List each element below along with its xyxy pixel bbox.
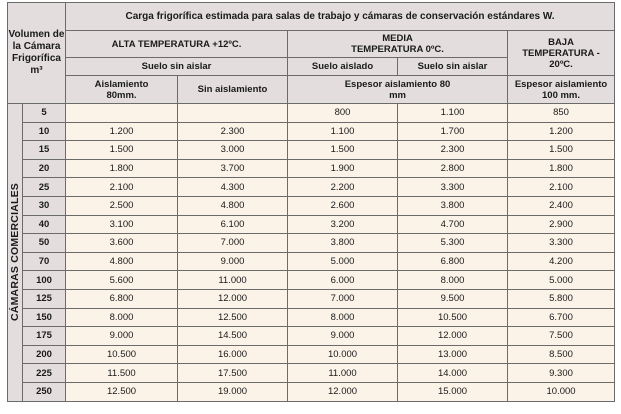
media-suelo-sin-aislar-cell: 5.300 (398, 234, 508, 253)
alta-sin-aislamiento-cell: 9.000 (178, 252, 288, 271)
sin-aislamiento-header: Sin aislamiento (178, 76, 288, 104)
volume-cell: 150 (23, 308, 66, 327)
media-temperatura-header: MEDIA TEMPERATURA 0ºC. (288, 31, 508, 58)
alta-aislamiento-cell: 1.800 (66, 159, 178, 178)
media-suelo-sin-aislar-cell: 12.000 (398, 327, 508, 346)
media-suelo-sin-aislar-cell: 3.300 (398, 178, 508, 197)
baja-100mm-cell: 9.300 (508, 364, 615, 383)
baja-100mm-cell: 850 (508, 104, 615, 123)
aislamiento-80mm-header: Aislamiento 80mm. (66, 76, 178, 104)
baja-100mm-cell: 2.100 (508, 178, 615, 197)
volume-cell: 50 (23, 234, 66, 253)
media-suelo-aislado-cell: 6.000 (288, 271, 398, 290)
volume-cell: 225 (23, 364, 66, 383)
media-suelo-aislado-cell: 11.000 (288, 364, 398, 383)
media-suelo-aislado-cell: 1.100 (288, 122, 398, 141)
media-suelo-sin-aislar-cell: 2.800 (398, 159, 508, 178)
media-suelo-sin-aislar-cell: 14.000 (398, 364, 508, 383)
volume-header: Volumen de la Cámara Frigorífica m³ (8, 3, 66, 104)
table-row (8, 308, 615, 327)
table-row (8, 289, 615, 308)
alta-sin-aislamiento-cell: 4.800 (178, 196, 288, 215)
media-suelo-sin-aislar-cell: 3.800 (398, 196, 508, 215)
suelo-sin-aislar-alta-header: Suelo sin aislar (66, 58, 288, 76)
alta-sin-aislamiento-cell: 17.500 (178, 364, 288, 383)
baja-100mm-cell: 1.500 (508, 141, 615, 160)
volume-cell: 200 (23, 345, 66, 364)
alta-aislamiento-cell: 3.600 (66, 234, 178, 253)
media-suelo-aislado-cell: 9.000 (288, 327, 398, 346)
alta-sin-aislamiento-cell: 11.000 (178, 271, 288, 290)
media-suelo-aislado-cell: 1.900 (288, 159, 398, 178)
baja-100mm-cell: 8.500 (508, 345, 615, 364)
alta-sin-aislamiento-cell: 12.000 (178, 289, 288, 308)
table-row (8, 141, 615, 160)
table-row (8, 271, 615, 290)
media-suelo-sin-aislar-cell: 1.700 (398, 122, 508, 141)
volume-cell: 30 (23, 196, 66, 215)
baja-100mm-cell: 10.000 (508, 382, 615, 401)
alta-aislamiento-cell: 1.500 (66, 141, 178, 160)
volume-cell: 20 (23, 159, 66, 178)
media-suelo-aislado-cell: 3.800 (288, 234, 398, 253)
alta-aislamiento-cell: 10.500 (66, 345, 178, 364)
alta-sin-aislamiento-cell: 14.500 (178, 327, 288, 346)
media-suelo-aislado-cell: 12.000 (288, 382, 398, 401)
table-row (8, 122, 615, 141)
media-suelo-sin-aislar-cell: 4.700 (398, 215, 508, 234)
alta-aislamiento-cell: 8.000 (66, 308, 178, 327)
alta-sin-aislamiento-cell: 7.000 (178, 234, 288, 253)
alta-aislamiento-cell: 4.800 (66, 252, 178, 271)
alta-aislamiento-cell: 3.100 (66, 215, 178, 234)
suelo-sin-aislar-media-header: Suelo sin aislar (398, 58, 508, 76)
volume-cell: 125 (23, 289, 66, 308)
media-suelo-aislado-cell: 8.000 (288, 308, 398, 327)
volume-cell: 70 (23, 252, 66, 271)
volume-cell: 100 (23, 271, 66, 290)
table-row (8, 382, 615, 401)
volume-cell: 25 (23, 178, 66, 197)
alta-sin-aislamiento-cell: 3.700 (178, 159, 288, 178)
media-suelo-aislado-cell: 2.200 (288, 178, 398, 197)
alta-aislamiento-cell: 11.500 (66, 364, 178, 383)
baja-100mm-cell: 5.000 (508, 271, 615, 290)
media-suelo-sin-aislar-cell: 2.300 (398, 141, 508, 160)
table-row (8, 178, 615, 197)
alta-sin-aislamiento-cell: 4.300 (178, 178, 288, 197)
volume-cell: 40 (23, 215, 66, 234)
espesor-100mm-header: Espesor aislamiento 100 mm. (508, 76, 615, 104)
baja-100mm-cell: 7.500 (508, 327, 615, 346)
volume-cell: 5 (23, 104, 66, 123)
alta-aislamiento-cell: 5.600 (66, 271, 178, 290)
alta-sin-aislamiento-cell: 12.500 (178, 308, 288, 327)
alta-aislamiento-cell: 12.500 (66, 382, 178, 401)
table-row (8, 364, 615, 383)
table-row (8, 252, 615, 271)
table-row (8, 234, 615, 253)
baja-100mm-cell: 1.800 (508, 159, 615, 178)
volume-cell: 10 (23, 122, 66, 141)
alta-aislamiento-cell: 6.800 (66, 289, 178, 308)
baja-100mm-cell: 2.400 (508, 196, 615, 215)
media-suelo-sin-aislar-cell: 1.100 (398, 104, 508, 123)
alta-aislamiento-cell: 1.200 (66, 122, 178, 141)
suelo-aislado-header: Suelo aislado (288, 58, 398, 76)
media-suelo-sin-aislar-cell: 8.000 (398, 271, 508, 290)
media-suelo-sin-aislar-cell: 10.500 (398, 308, 508, 327)
media-suelo-sin-aislar-cell: 9.500 (398, 289, 508, 308)
table-row (8, 215, 615, 234)
media-suelo-aislado-cell: 2.600 (288, 196, 398, 215)
media-suelo-aislado-cell: 7.000 (288, 289, 398, 308)
table-row (8, 104, 615, 123)
media-suelo-aislado-cell: 1.500 (288, 141, 398, 160)
alta-sin-aislamiento-cell: 6.100 (178, 215, 288, 234)
alta-temperatura-header: ALTA TEMPERATURA +12ºC. (66, 31, 288, 58)
side-label-cell (8, 104, 23, 402)
alta-sin-aislamiento-cell: 19.000 (178, 382, 288, 401)
media-suelo-sin-aislar-cell: 15.000 (398, 382, 508, 401)
alta-aislamiento-cell: 9.000 (66, 327, 178, 346)
baja-100mm-cell: 5.800 (508, 289, 615, 308)
baja-temperatura-header: BAJA TEMPERATURA - 20ºC. (508, 31, 615, 76)
table-row (8, 159, 615, 178)
table-row (8, 196, 615, 215)
alta-aislamiento-cell: 2.500 (66, 196, 178, 215)
espesor-80mm-header: Espesor aislamiento 80 mm (288, 76, 508, 104)
alta-sin-aislamiento-cell: 16.000 (178, 345, 288, 364)
baja-100mm-cell: 6.700 (508, 308, 615, 327)
baja-100mm-cell: 4.200 (508, 252, 615, 271)
media-suelo-sin-aislar-cell: 6.800 (398, 252, 508, 271)
refrigeration-load-table-container (7, 2, 615, 402)
volume-cell: 175 (23, 327, 66, 346)
media-suelo-aislado-cell: 10.000 (288, 345, 398, 364)
alta-aislamiento-cell (66, 104, 178, 123)
media-suelo-aislado-cell: 5.000 (288, 252, 398, 271)
table-row (8, 345, 615, 364)
media-suelo-sin-aislar-cell: 13.000 (398, 345, 508, 364)
alta-aislamiento-cell: 2.100 (66, 178, 178, 197)
side-label: CÁMARAS COMERCIALES (8, 183, 21, 322)
media-suelo-aislado-cell: 800 (288, 104, 398, 123)
table-row (8, 327, 615, 346)
alta-sin-aislamiento-cell (178, 104, 288, 123)
media-suelo-aislado-cell: 3.200 (288, 215, 398, 234)
baja-100mm-cell: 2.900 (508, 215, 615, 234)
alta-sin-aislamiento-cell: 2.300 (178, 122, 288, 141)
volume-cell: 250 (23, 382, 66, 401)
alta-sin-aislamiento-cell: 3.000 (178, 141, 288, 160)
baja-100mm-cell: 3.300 (508, 234, 615, 253)
refrigeration-load-table (7, 2, 615, 402)
table-title: Carga frigorífica estimada para salas de trabajo y cámaras de conservación estándares W. (66, 3, 615, 31)
volume-cell: 15 (23, 141, 66, 160)
baja-100mm-cell: 1.200 (508, 122, 615, 141)
